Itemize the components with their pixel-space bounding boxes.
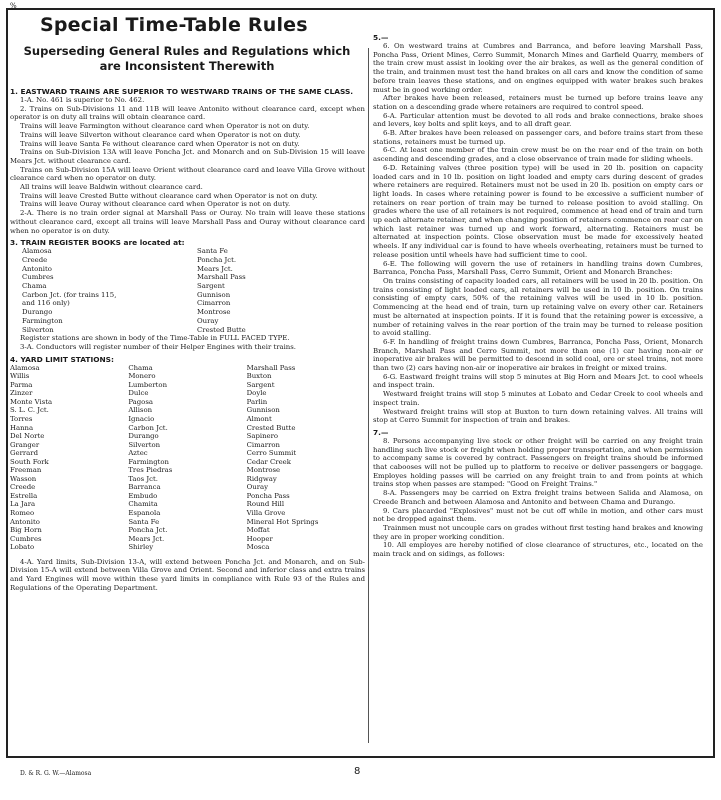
rule-paragraph: Trains on Sub-Division 15A will leave Orient without clearance card and leave Villa Grove without clearance card when no operator on duty.	[10, 165, 365, 183]
station-name: Granger	[10, 440, 40, 449]
rule-paragraph: 6-G. Eastward freight trains will stop 5 minutes at Big Horn and Mears Jct. to cool wheels and inspect train.	[373, 372, 703, 390]
station-name: Zinzer	[10, 389, 33, 398]
station-name: Monte Vista	[10, 397, 53, 406]
station-name: Ridgway	[246, 474, 277, 483]
station-name: Gunnison	[246, 406, 280, 415]
station-name: Del Norte	[10, 432, 45, 441]
station-name: Farmington	[22, 316, 63, 325]
station-name: Antonito	[10, 517, 40, 526]
rule-paragraph: 6-B. After brakes have been released on passenger cars, and before trains start from these stations, retainers must be turned up.	[373, 129, 703, 146]
station-name: Cerro Summit	[246, 449, 297, 458]
station-name: Barranca	[128, 483, 161, 492]
rule-paragraph: Westward freight trains will stop at Buxton to turn down retaining valves. All trains will stop at Cerro Summit for inspection of train and brakes.	[373, 407, 703, 425]
station-name: Crested Butte	[197, 325, 246, 334]
station-name: Carbon Jct.	[128, 423, 168, 432]
station-name: S. L. C. Jct.	[10, 406, 49, 415]
rule-heading: 4. YARD LIMIT STATIONS:	[10, 354, 114, 364]
rule-heading: 7.—	[373, 427, 389, 437]
station-name: Silverton	[128, 440, 161, 449]
yard-limit-stations-list	[10, 364, 365, 552]
station-name: Chama	[128, 363, 153, 372]
station-name: Parma	[10, 380, 33, 389]
station-name: Parlin	[246, 397, 268, 406]
station-name: Big Horn	[10, 526, 42, 535]
station-name: Mosca	[246, 543, 270, 552]
station-name: Durango	[128, 432, 159, 441]
rule-paragraph: Trains will leave Crested Butte without clearance card when Operator is not on duty.	[20, 191, 318, 200]
station-name: Wasson	[10, 474, 37, 483]
rule-heading: 1. EASTWARD TRAINS ARE SUPERIOR TO WESTWARD TRAINS OF THE SAME CLASS.	[10, 87, 354, 96]
station-name: Willis	[10, 372, 30, 381]
footer-publisher: D. & R. G. W.—Alamosa	[20, 770, 92, 777]
station-name: Carbon Jct. (for trains 115,	[22, 290, 117, 299]
rule-paragraph: 1-A. No. 461 is superior to No. 462.	[20, 96, 145, 104]
rule-paragraph: Register stations are shown in body of the Time-Table in FULL FACED TYPE.	[20, 334, 290, 343]
rule-paragraph: Trains on Sub-Division 13A will leave Poncha Jct. and Monarch and on Sub-Division 15 will leave Mears Jct. without clearance card.	[10, 148, 365, 165]
station-name: Cimarron	[197, 299, 231, 308]
station-name: Poncha Jct.	[128, 526, 168, 535]
station-name: Sargent	[246, 380, 275, 389]
station-name: Sargent	[197, 282, 225, 291]
station-name: Cimarron	[246, 440, 280, 449]
station-name: Monero	[128, 372, 156, 381]
station-name: South Fork	[10, 457, 49, 466]
rule-paragraph: 6-F. In handling of freight trains down Cumbres, Barranca, Poncha Pass, Orient, Monarch Branch, Marshall Pass and Cerro Summit, not more than one (1) car having non-air or inoperative air brakes will be permitted to descend in solid coal, ore or steel trains, not more than two (2) cars having non-air or inoperative air brakes in freight or mixed trains.	[373, 337, 703, 373]
rule-paragraph: 4-A. Yard limits, Sub-Division 13-A, will extend between Poncha Jct. and Monarch, and on Sub-Division 15-A will extend between Villa Grove and Orient. Second and inferior class and extra trains and Yard Engines will move within these yard limits in compliance with Rule 93 of the Rules and Regulations of the Operating Department.	[10, 557, 365, 592]
rule-paragraph: 9. Cars placarded "Explosives" must not be cut off while in motion, and other cars must not be dropped against them.	[373, 506, 703, 524]
station-name: Cumbres	[22, 273, 54, 282]
left-column	[10, 84, 365, 593]
station-name: Montrose	[197, 308, 231, 317]
station-name: and 116 only)	[22, 299, 70, 308]
station-name: Round Hill	[246, 500, 285, 509]
station-name: Torres	[10, 414, 33, 423]
rule-paragraph: On trains consisting of capacity loaded cars, all retainers will be used in 20 lb. position. On trains consisting of light loaded cars, all retainers will be used in 10 lb. position. On trains consisting of empty cars, 50% of the retaining valves will be used in 10 lb. position. Commencing at the head end of train, turn up retaining valve on every other car. Retainers must be alternated at inspection points. If it is found that the retaining power is excessive, a number of retaining valves in the rear portion of the train may be turned to release position to avoid stalling.	[373, 276, 703, 338]
station-name: Villa Grove	[246, 508, 286, 517]
rule-heading: 5.—	[373, 33, 389, 42]
rule-paragraph: Trainmen must not uncouple cars on grades without first testing hand brakes and knowing they are in proper working condition.	[373, 523, 703, 541]
station-name: Gunnison	[197, 290, 231, 299]
rule-paragraph: Trains will leave Ouray without clearance card when Operator is not on duty.	[20, 200, 291, 209]
station-name: Gerrard	[10, 449, 38, 458]
station-name: Estrella	[10, 491, 38, 500]
station-name: Moffat	[246, 526, 270, 535]
station-name: Lobato	[10, 543, 35, 552]
station-name: Montrose	[246, 466, 281, 475]
station-name: Durango	[22, 308, 53, 317]
station-name: Marshall Pass	[197, 273, 246, 282]
station-name: Crested Butte	[246, 423, 296, 432]
station-name: Pagosa	[128, 397, 153, 406]
station-name: Doyle	[246, 389, 267, 398]
rule-paragraph: Trains will leave Farmington without clearance card when Operator is not on duty.	[20, 122, 310, 131]
rule-paragraph: 6-C. At least one member of the train crew must be on the rear end of the train on both ascending and descending grades, and a close observance of train made for sliding wheels.	[373, 146, 703, 164]
station-name: La Jara	[10, 500, 36, 509]
station-name: Almont	[246, 414, 272, 423]
station-name: Antonito	[22, 264, 52, 273]
station-name: Ouray	[197, 316, 219, 325]
station-name: Cedar Creek	[246, 457, 291, 466]
station-name: Ignacio	[128, 414, 155, 423]
rule-paragraph: Trains will leave Santa Fe without clearance card when Operator is not on duty.	[20, 139, 300, 148]
page-subtitle: Superseding General Rules and Regulations which are Inconsistent Therewith	[23, 44, 351, 73]
rule-paragraph: 2-A. There is no train order signal at Marshall Pass or Ouray. No train will leave these stations without clearance card, except all trains will leave Marshall Pass and Ouray without clearance card when no operator is on duty.	[10, 209, 365, 235]
rule-paragraph: After brakes have been released, retainers must be turned up before trains leave any station on a descending grade where retainers are required to control speed.	[373, 94, 703, 111]
station-name: Alamosa	[10, 363, 40, 372]
corner-mark: %	[10, 2, 17, 10]
column-divider	[368, 48, 369, 743]
station-name: Marshall Pass	[246, 363, 296, 372]
station-name: Hanna	[10, 423, 34, 432]
register-books-list	[10, 247, 365, 334]
station-name: Aztec	[128, 449, 148, 458]
station-name: Cumbres	[10, 534, 42, 543]
station-name: Silverton	[22, 325, 54, 334]
station-name: Hooper	[246, 534, 273, 543]
station-name: Poncha Pass	[246, 491, 290, 500]
rule-paragraph: 8-A. Passengers may be carried on Extra freight trains between Salida and Alamosa, on Creede Branch and between Alamosa and Antonito and between Chama and Durango.	[373, 489, 703, 506]
station-name: Santa Fe	[197, 247, 228, 256]
rule-paragraph: 6. On westward trains at Cumbres and Barranca, and before leaving Marshall Pass, Poncha Pass, Orient Mines, Cerro Summit, Monarch Mines and Garfield Quarry, members of the train crew must assist in looking over the air brakes, as well as the general condition of the train, and trainmen must test the hand brakes on all cars and know the condition of same before train leaves these stations, and on engines equipped with water brakes such brakes must be in good working order.	[373, 42, 703, 94]
station-name: Embudo	[128, 491, 158, 500]
station-name: Mears Jct.	[128, 534, 165, 543]
station-name: Santa Fe	[128, 517, 160, 526]
station-name: Espanola	[128, 508, 161, 517]
station-name: Alamosa	[22, 247, 52, 256]
station-name: Romeo	[10, 508, 35, 517]
station-name: Poncha Jct.	[197, 255, 237, 264]
page-number: 8	[354, 766, 361, 777]
rule-paragraph: 2. Trains on Sub-Divisions 11 and 11B will leave Antonito without clearance card, except when operator is on duty all trains will obtain clearance card.	[10, 104, 365, 122]
rule-paragraph: 10. All employes are hereby notified of close clearance of structures, etc., located on the main track and on sidings, as follows:	[373, 541, 703, 559]
station-name: Sapinero	[246, 432, 279, 441]
station-name: Tres Piedras	[128, 466, 173, 475]
station-name: Chama	[22, 282, 47, 291]
station-name: Ouray	[246, 483, 269, 492]
station-name: Farmington	[128, 457, 169, 466]
station-name: Mineral Hot Springs	[246, 517, 319, 526]
station-name: Mears Jct.	[197, 264, 233, 273]
station-name: Taos Jct.	[128, 474, 158, 483]
station-name: Shirley	[128, 543, 154, 552]
rule-paragraph: Westward freight trains will stop 5 minutes at Lobato and Cedar Creek to cool wheels and inspect train.	[373, 390, 703, 407]
rule-paragraph: Trains will leave Silverton without clearance card when Operator is not on duty.	[20, 130, 301, 139]
rule-paragraph: 6-D. Retaining valves (three position type) will be used in 20 lb. position on capacity loaded cars and in 10 lb. position on light loaded and empty cars during descent of grades where retainers are required. Retainers must not be used in 20 lb. position on empty cars or light loads. In cases where retaining power is found to be excessive a sufficient number of retainers on rear portion of train may be turned to release position to avoid stalling. On grades where the use of all retainers is not required, commence at head end of train and turn up each alternate retainer, and when changing position of retainers commence on rear car on which last retainer was turned up and work forward, alternating. Retainers must be alternated at inspection points. Close observation must be made for excessively heated wheels. If any individual car is found to have wheels overheating, retainers must be turned to release position until wheels have had sufficient time to cool.	[373, 163, 703, 259]
station-name: Dulce	[128, 389, 149, 398]
right-column	[373, 30, 703, 559]
station-name: Allison	[128, 406, 153, 415]
station-name: Lumberton	[128, 380, 168, 389]
rule-heading: 3. TRAIN REGISTER BOOKS are located at:	[10, 238, 185, 248]
rule-paragraph: 3-A. Conductors will register number of their Helper Engines with their trains.	[20, 342, 296, 351]
rule-paragraph: 6-E. The following will govern the use of retainers in handling trains down Cumbres, Barranca, Poncha Pass, Marshall Pass, Cerro Summit, Orient and Monarch Branches:	[373, 259, 703, 277]
rule-paragraph: 6-A. Particular attention must be devoted to all rods and brake connections, brake shoes and levers, key bolts and split keys, and to all draft gear.	[373, 111, 703, 129]
station-name: Chamita	[128, 500, 158, 509]
rules-1-3	[10, 87, 365, 247]
rule-4a	[10, 558, 365, 593]
station-name: Freeman	[10, 466, 42, 475]
rules-5-10	[373, 33, 703, 559]
page-title: Special Time-Table Rules	[40, 14, 308, 36]
station-name: Buxton	[246, 372, 272, 381]
station-name: Creede	[10, 483, 36, 492]
rule-paragraph: 8. Persons accompanying live stock or other freight will be carried on any freight train handling such live stock or freight when holding proper transportation, and when permission to accompany same is covered by contract. Passengers on freight trains should be informed that cabooses will not be pulled up to platform to receive or deliver passengers or baggage. Employes holding passes will be carried on any freight train to and from points at which trains stop when passes are stamped: "Good on Freight Trains."	[373, 436, 703, 489]
station-name: Creede	[22, 255, 48, 264]
rules-3-4	[10, 334, 365, 363]
rule-paragraph: All trains will leave Baldwin without clearance card.	[20, 183, 203, 192]
